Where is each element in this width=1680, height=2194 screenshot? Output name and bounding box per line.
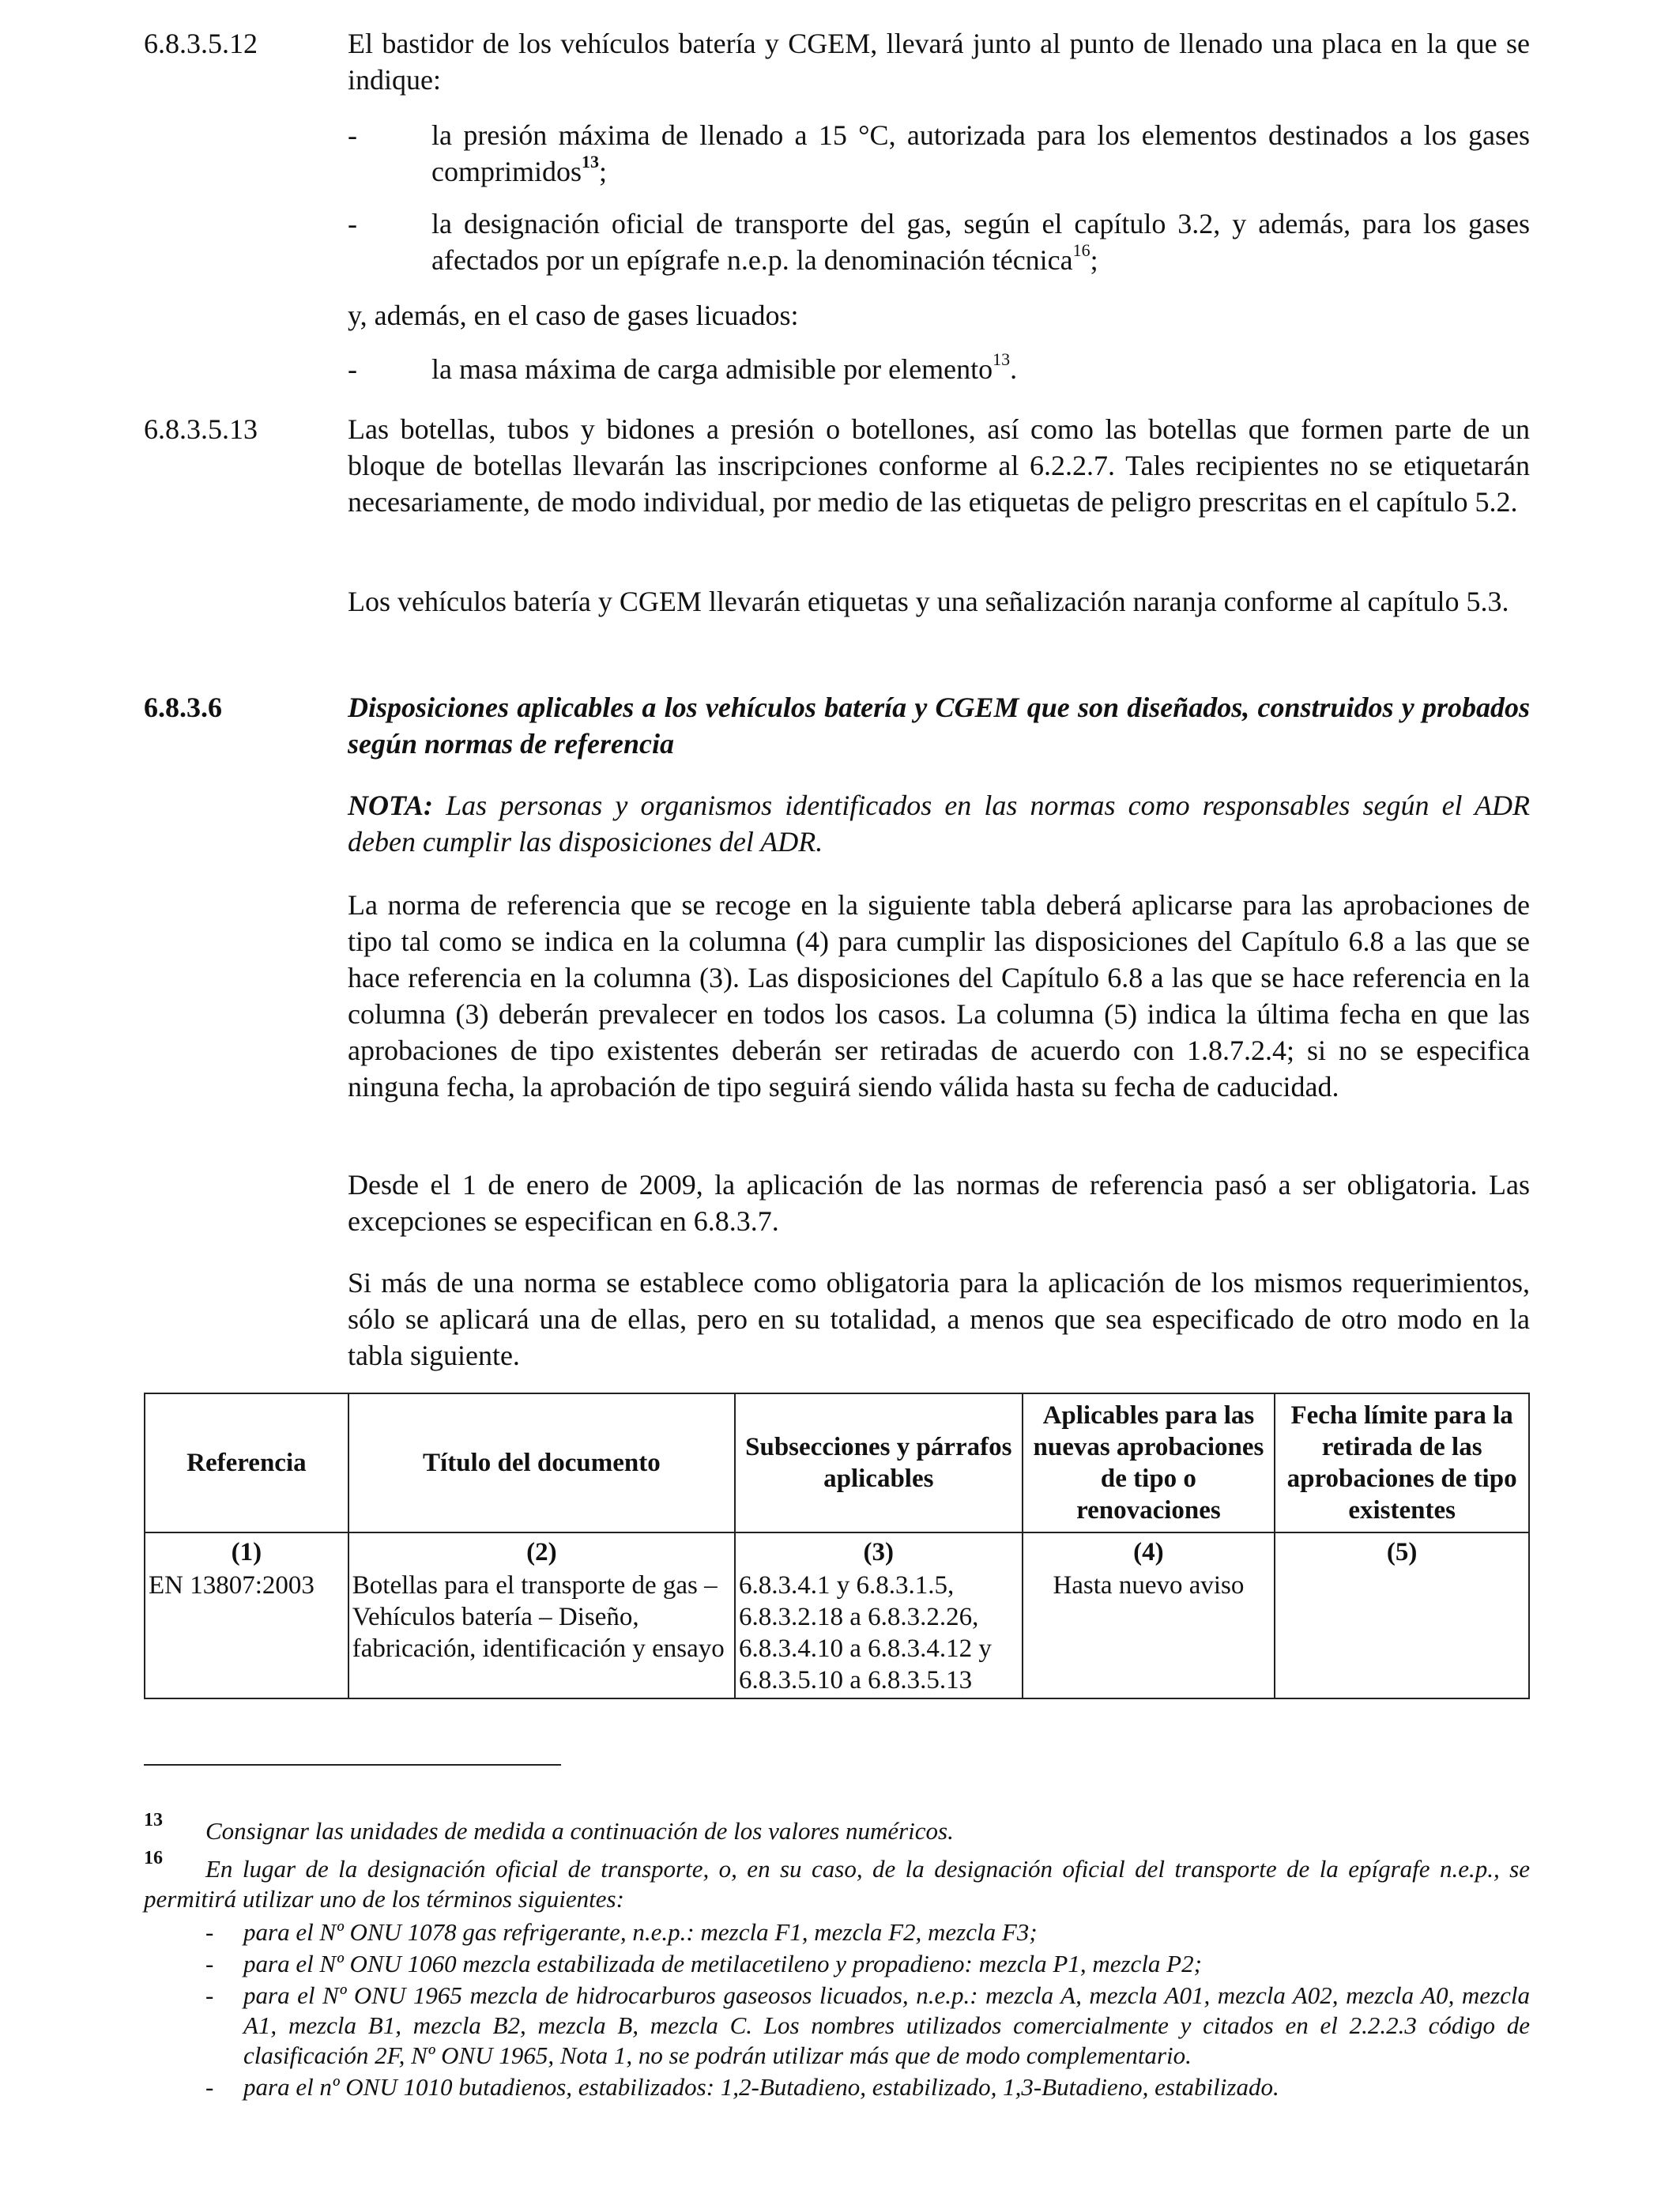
footnote-16-item: para el Nº ONU 1078 gas refrigerante, n.e.p.: mezcla F1, mezcla F2, mezcla F3; bbox=[243, 1918, 1038, 1946]
table-row bbox=[145, 1568, 1529, 1698]
section-number-6-8-3-5-12: 6.8.3.5.12 bbox=[144, 28, 258, 59]
section-6-8-3-5-13-para1: Las botellas, tubos y bidones a presión o botellones, así como las botellas que formen parte de un bloque de botellas llevarán las inscripciones conforme al 6.2.2.7. Tales recipientes no se etiquetarán necesariamente, de modo individual, por medio de las etiquetas de peligro prescritas en el capítulo 5.2. bbox=[348, 413, 1530, 518]
footnote-dash: - bbox=[205, 2073, 214, 2101]
list-dash: - bbox=[348, 119, 357, 151]
list-dash: - bbox=[348, 208, 357, 239]
list-item-max-pressure bbox=[431, 117, 1530, 190]
section-6-8-3-6-para3: Si más de una norma se establece como obligatoria para la aplicación de los mismos requerimientos, sólo se aplicará una de ellas, pero en su totalidad, a menos que sea especificado de otro modo en la tabla siguiente. bbox=[348, 1267, 1530, 1371]
section-6-8-3-6-para1: La norma de referencia que se recoge en la siguiente tabla deberá aplicarse para las aprobaciones de tipo tal como se indica en la columna (4) para cumplir las disposiciones del Capítulo 6.8 a las que se hace referencia en la columna (3). Las disposiciones del Capítulo 6.8 a las que se hace referencia en la columna (3) deberán prevalecer en todos los casos. La columna (5) indica la última fecha en que las aprobaciones de tipo existentes deberán ser retiradas de acuerdo con 1.8.7.2.4; si no se especifica ninguna fecha, la aprobación de tipo seguirá siendo válida hasta su fecha de caducidad. bbox=[348, 889, 1530, 1103]
section-number-6-8-3-5-13: 6.8.3.5.13 bbox=[144, 413, 258, 445]
table-header: Aplicables para las nuevas aprobaciones de tipo o renovaciones bbox=[1023, 1393, 1275, 1532]
list-dash: - bbox=[348, 353, 357, 385]
footnote-13-text: Consignar las unidades de medida a continuación de los valores numéricos. bbox=[205, 1817, 954, 1845]
footnote-mark-13: 13 bbox=[144, 1810, 163, 1830]
footnote-dash: - bbox=[205, 1981, 214, 2009]
section-6-8-3-5-13-para2: Los vehículos batería y CGEM llevarán etiquetas y una señalización naranja conforme al capítulo 5.3. bbox=[348, 586, 1509, 617]
column-number: (5) bbox=[1275, 1532, 1529, 1568]
section-number-6-8-3-6: 6.8.3.6 bbox=[144, 692, 222, 723]
list-item-punct: ; bbox=[598, 156, 607, 187]
list-item-punct: ; bbox=[1090, 244, 1098, 276]
column-number: (1) bbox=[145, 1532, 348, 1568]
section-heading-6-8-3-6: Disposiciones aplicables a los vehículos batería y CGEM que son diseñados, construidos y probados según normas de referencia bbox=[348, 692, 1530, 760]
footnote-16-text: En lugar de la designación oficial de transporte, o, en su caso, de la designación oficial del transporte de la epígrafe n.e.p., se permitirá utilizar uno de los términos siguientes: bbox=[144, 1855, 1530, 1913]
column-number: (3) bbox=[735, 1532, 1023, 1568]
footnote-16-item: para el nº ONU 1010 butadienos, estabilizados: 1,2-Butadieno, estabilizado, 1,3-Butadieno, estabilizado. bbox=[243, 2073, 1279, 2101]
list-item-max-mass bbox=[431, 351, 1530, 387]
table-header: Subsecciones y párrafos aplicables bbox=[735, 1393, 1023, 1532]
footnote-mark-16: 16 bbox=[144, 1848, 163, 1868]
footnote-16-item: para el Nº ONU 1060 mezcla estabilizada de metilacetileno y propadieno: mezcla P1, mezcla P2; bbox=[243, 1950, 1202, 1977]
footnote-16-item: para el Nº ONU 1965 mezcla de hidrocarburos gaseosos licuados, n.e.p.: mezcla A, mezcla A01, mezcla A02, mezcla A0, mezcla A1, mezcla B1, mezcla B2, mezcla B, mezcla C. Los nombres utilizados comercialmente y citados en el 2.2.2.3 código de clasificación 2F, Nº ONU 1965, Nota 1, no se podrán utilizar más que de modo complementario. bbox=[243, 1981, 1530, 2069]
note-paragraph bbox=[348, 787, 1530, 860]
list-item-text: la presión máxima de llenado a 15 °C, autorizada para los elementos destinados a los gases comprimidos bbox=[431, 119, 1530, 187]
liquefied-gases-intro: y, además, en el caso de gases licuados: bbox=[348, 300, 799, 331]
section-6-8-3-6-para2: Desde el 1 de enero de 2009, la aplicación de las normas de referencia pasó a ser obligatoria. Las excepciones se especifican en 6.8.3.7. bbox=[348, 1169, 1530, 1237]
table-cell-subsections: 6.8.3.4.1 y 6.8.3.1.5, 6.8.3.2.18 a 6.8.3.2.26, 6.8.3.4.10 a 6.8.3.4.12 y 6.8.3.5.10 a 6.8.3.5.13 bbox=[735, 1568, 1023, 1698]
standards-table bbox=[144, 1393, 1530, 1699]
footnote-ref-13[interactable]: 13 bbox=[993, 349, 1011, 369]
column-number: (4) bbox=[1023, 1532, 1275, 1568]
table-header-row bbox=[145, 1393, 1529, 1532]
table-header: Fecha límite para la retirada de las aprobaciones de tipo existentes bbox=[1275, 1393, 1529, 1532]
footnote-ref-13[interactable]: 13 bbox=[581, 152, 599, 172]
table-column-numbers-row bbox=[145, 1532, 1529, 1568]
table-cell-reference: EN 13807:2003 bbox=[145, 1568, 348, 1698]
table-cell-applicable: Hasta nuevo aviso bbox=[1023, 1568, 1275, 1698]
note-text: Las personas y organismos identificados en las normas como responsables según el ADR deben cumplir las disposiciones del ADR. bbox=[348, 790, 1530, 858]
footnote-separator bbox=[144, 1764, 561, 1766]
list-item-text: la designación oficial de transporte del gas, según el capítulo 3.2, y además, para los gases afectados por un epígrafe n.e.p. la denominación técnica bbox=[431, 208, 1530, 276]
table-cell-title: Botellas para el transporte de gas – Vehículos batería – Diseño, fabricación, identificación y ensayo bbox=[348, 1568, 735, 1698]
list-item-designation bbox=[431, 205, 1530, 278]
table-header: Título del documento bbox=[348, 1393, 735, 1532]
table-header: Referencia bbox=[145, 1393, 348, 1532]
footnote-dash: - bbox=[205, 1918, 214, 1946]
column-number: (2) bbox=[348, 1532, 735, 1568]
section-6-8-3-5-12-intro: El bastidor de los vehículos batería y CGEM, llevará junto al punto de llenado una placa en la que se indique: bbox=[348, 28, 1530, 96]
note-label: NOTA: bbox=[348, 790, 433, 821]
footnote-dash: - bbox=[205, 1950, 214, 1977]
list-item-punct: . bbox=[1010, 353, 1018, 385]
table-cell-deadline bbox=[1275, 1568, 1529, 1698]
list-item-text: la masa máxima de carga admisible por elemento bbox=[431, 353, 993, 385]
footnote-ref-16[interactable]: 16 bbox=[1072, 240, 1090, 260]
